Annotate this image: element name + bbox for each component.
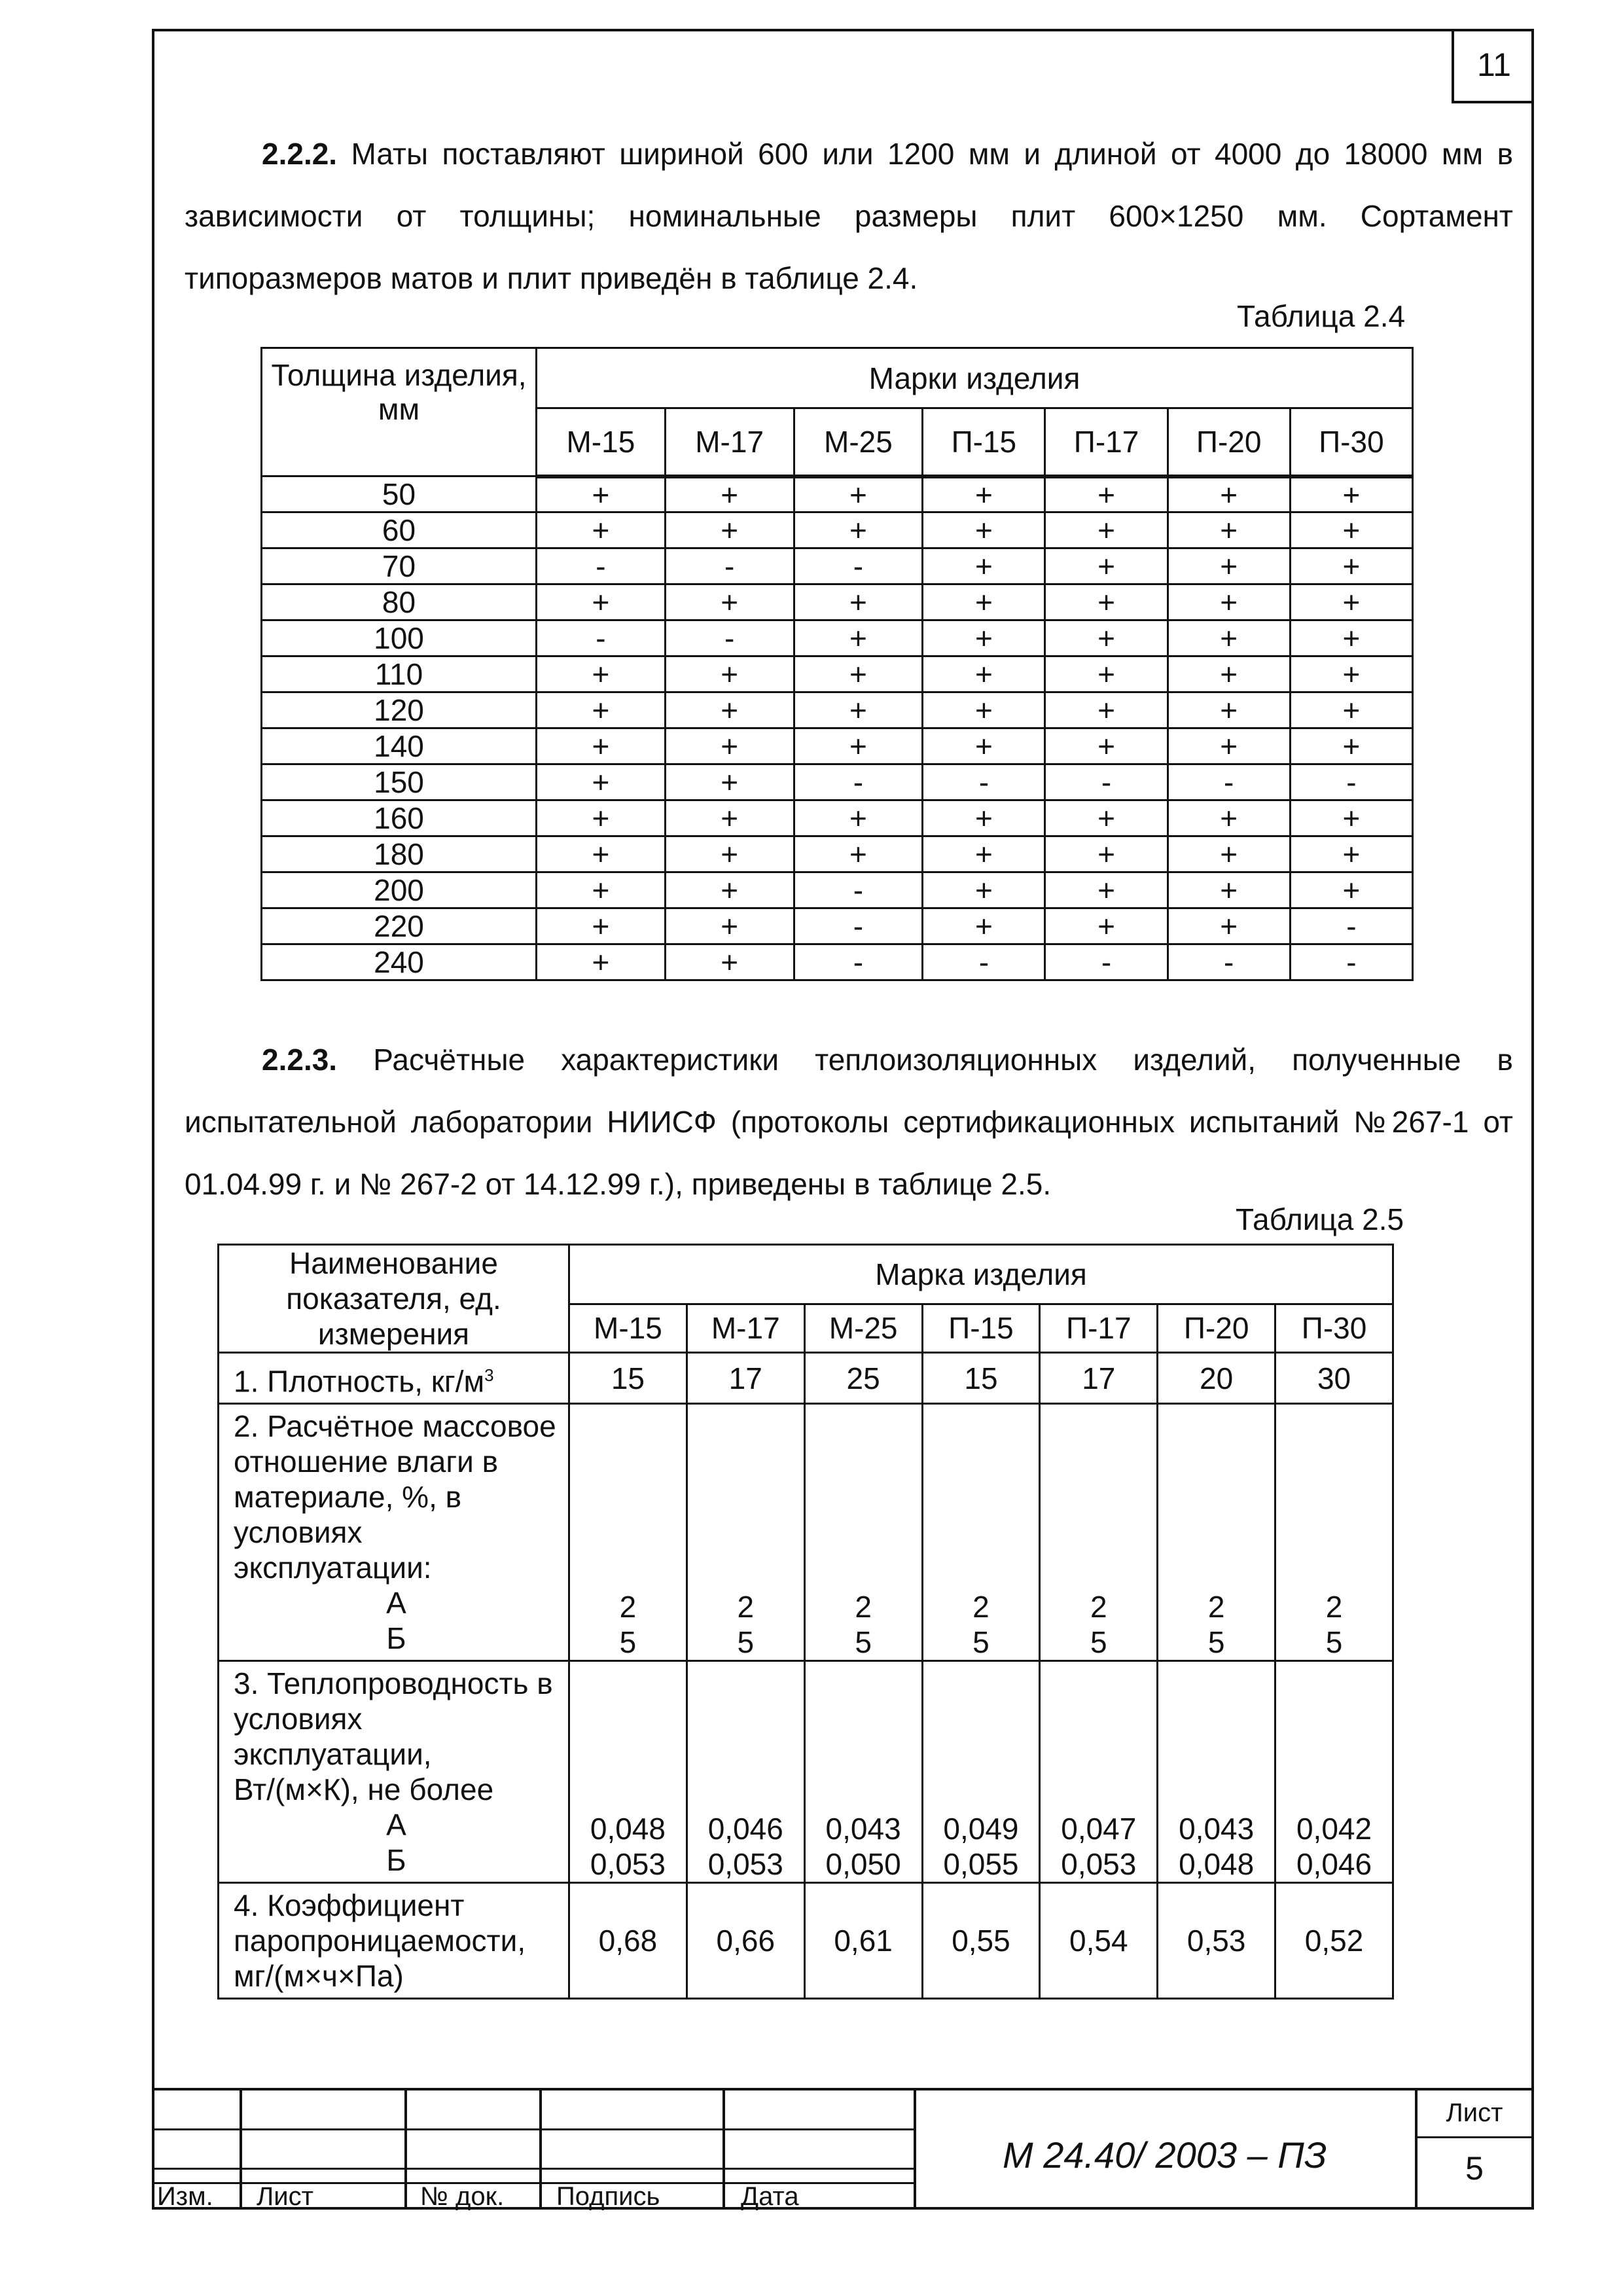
thickness-cell: 150 — [262, 764, 537, 800]
table-row — [262, 512, 1413, 548]
density-value: 17 — [687, 1353, 804, 1404]
table-row — [262, 656, 1413, 692]
thickness-cell: 180 — [262, 836, 537, 872]
table-2-4 — [260, 347, 1414, 981]
availability-cell: + — [923, 800, 1045, 836]
table-row — [262, 548, 1413, 584]
availability-cell: + — [665, 944, 794, 980]
availability-cell: + — [923, 692, 1045, 728]
availability-cell: + — [794, 800, 923, 836]
availability-cell: + — [537, 728, 666, 764]
availability-cell: + — [1168, 584, 1290, 620]
conductivity-label: 3. Теплопроводность в условиях эксплуатации, Вт/(м×К), не более А Б — [219, 1661, 569, 1883]
table-row — [262, 692, 1413, 728]
availability-cell: + — [665, 692, 794, 728]
section-number: 2.2.3. — [262, 1043, 338, 1077]
availability-cell: - — [665, 620, 794, 656]
section-text: Расчётные характеристики теплоизоляционных изделий, полученные в испытательной лаборатории НИИСФ (протоколы сертификационных испытаний №267-1 от 01.04.99 г. и № 267-2 от 14.12.99 г.), приведены в таблице 2.5. — [185, 1043, 1513, 1201]
availability-cell: + — [1045, 584, 1168, 620]
sheet-label: Лист — [1446, 2098, 1503, 2127]
column-header: П-15 — [922, 1304, 1040, 1352]
availability-cell: - — [1045, 764, 1168, 800]
permeability-value: 0,61 — [804, 1883, 922, 1999]
conductivity-value-b: 0,055 — [943, 1847, 1019, 1882]
moisture-value-b: 5 — [1325, 1625, 1343, 1660]
thickness-cell: 140 — [262, 728, 537, 764]
density-value: 15 — [569, 1353, 687, 1404]
availability-cell: + — [1290, 728, 1412, 764]
moisture-value-a: 2 — [1325, 1590, 1343, 1624]
conductivity-value-cell — [1040, 1661, 1158, 1883]
thickness-cell: 220 — [262, 908, 537, 944]
conductivity-value-b: 0,053 — [1061, 1847, 1137, 1882]
availability-cell: - — [1045, 944, 1168, 980]
availability-cell: - — [1168, 944, 1290, 980]
availability-cell: + — [923, 872, 1045, 908]
thickness-cell: 110 — [262, 656, 537, 692]
availability-cell: + — [1168, 476, 1290, 512]
availability-cell: + — [1045, 512, 1168, 548]
availability-cell: + — [537, 656, 666, 692]
availability-cell: + — [923, 728, 1045, 764]
column-header: М-15 — [537, 408, 666, 476]
availability-cell: + — [794, 728, 923, 764]
indicator-header: Наименование показателя, ед. измерения — [219, 1245, 569, 1353]
thickness-cell: 80 — [262, 584, 537, 620]
availability-cell: - — [665, 548, 794, 584]
table-row — [262, 944, 1413, 980]
permeability-value: 0,68 — [569, 1883, 687, 1999]
table-row — [262, 584, 1413, 620]
moisture-value-cell — [687, 1404, 804, 1661]
availability-cell: - — [794, 908, 923, 944]
moisture-value-a: 2 — [855, 1590, 872, 1624]
availability-cell: - — [794, 872, 923, 908]
availability-cell: + — [923, 476, 1045, 512]
availability-cell: + — [1290, 692, 1412, 728]
availability-cell: + — [1045, 800, 1168, 836]
availability-cell: + — [1290, 872, 1412, 908]
moisture-value-cell — [1040, 1404, 1158, 1661]
availability-cell: + — [665, 476, 794, 512]
conductivity-value-cell — [1275, 1661, 1393, 1883]
availability-cell: + — [537, 692, 666, 728]
moisture-value-cell — [922, 1404, 1040, 1661]
column-header: М-17 — [665, 408, 794, 476]
availability-cell: + — [794, 584, 923, 620]
table-2-4-caption: Таблица 2.4 — [1237, 299, 1406, 333]
availability-cell: + — [923, 908, 1045, 944]
conductivity-value-a: 0,043 — [1179, 1812, 1255, 1846]
availability-cell: + — [1290, 620, 1412, 656]
availability-cell: + — [923, 620, 1045, 656]
table-row — [262, 836, 1413, 872]
permeability-value: 0,55 — [922, 1883, 1040, 1999]
conductivity-value-cell — [569, 1661, 687, 1883]
availability-cell: + — [1168, 908, 1290, 944]
availability-cell: + — [1290, 512, 1412, 548]
availability-cell: + — [537, 512, 666, 548]
availability-cell: - — [1168, 764, 1290, 800]
availability-cell: + — [1168, 512, 1290, 548]
availability-cell: + — [665, 872, 794, 908]
availability-cell: - — [1290, 764, 1412, 800]
table-row — [262, 872, 1413, 908]
availability-cell: + — [923, 584, 1045, 620]
availability-cell: + — [1290, 476, 1412, 512]
table-2-5 — [217, 1244, 1394, 2000]
stamp-date: Дата — [741, 2182, 799, 2211]
availability-cell: + — [794, 656, 923, 692]
conductivity-value-a: 0,043 — [825, 1812, 901, 1846]
permeability-value: 0,53 — [1158, 1883, 1275, 1999]
availability-cell: + — [1290, 584, 1412, 620]
conductivity-value-a: 0,046 — [707, 1812, 783, 1846]
moisture-value-a: 2 — [619, 1590, 637, 1624]
paragraph-2-2-2 — [185, 123, 1513, 310]
permeability-value: 0,54 — [1040, 1883, 1158, 1999]
availability-cell: + — [794, 692, 923, 728]
conductivity-value-b: 0,053 — [707, 1847, 783, 1882]
availability-cell: + — [1290, 656, 1412, 692]
column-header: П-20 — [1158, 1304, 1275, 1352]
availability-cell: + — [537, 764, 666, 800]
sheet-number: 5 — [1465, 2150, 1484, 2187]
table-row — [262, 476, 1413, 512]
moisture-value-b: 5 — [1207, 1625, 1225, 1660]
availability-cell: + — [1045, 836, 1168, 872]
moisture-value-cell — [1158, 1404, 1275, 1661]
conductivity-value-b: 0,048 — [1179, 1847, 1255, 1882]
availability-cell: + — [537, 836, 666, 872]
moisture-value-b: 5 — [855, 1625, 872, 1660]
availability-cell: + — [537, 584, 666, 620]
availability-cell: + — [923, 512, 1045, 548]
conductivity-value-b: 0,046 — [1296, 1847, 1372, 1882]
moisture-value-b: 5 — [619, 1625, 637, 1660]
availability-cell: + — [665, 728, 794, 764]
availability-cell: + — [1045, 656, 1168, 692]
availability-cell: + — [1168, 620, 1290, 656]
table-row — [262, 728, 1413, 764]
availability-cell: + — [1168, 836, 1290, 872]
permeability-label: 4. Коэффициент паропроницаемости, мг/(м×ч×Па) — [219, 1883, 569, 1999]
availability-cell: + — [1045, 872, 1168, 908]
availability-cell: + — [1290, 836, 1412, 872]
availability-cell: - — [794, 548, 923, 584]
moisture-value-cell — [1275, 1404, 1393, 1661]
availability-cell: - — [794, 764, 923, 800]
brand-group-header: Марки изделия — [537, 348, 1413, 408]
availability-cell: + — [794, 620, 923, 656]
availability-cell: - — [923, 764, 1045, 800]
table-row — [262, 620, 1413, 656]
availability-cell: + — [537, 872, 666, 908]
density-value: 20 — [1158, 1353, 1275, 1404]
page-number: 11 — [1452, 29, 1534, 103]
availability-cell: + — [1045, 692, 1168, 728]
column-header: П-20 — [1168, 408, 1290, 476]
availability-cell: - — [1290, 908, 1412, 944]
conductivity-value-cell — [922, 1661, 1040, 1883]
conductivity-value-b: 0,050 — [825, 1847, 901, 1882]
thickness-cell: 160 — [262, 800, 537, 836]
density-value: 30 — [1275, 1353, 1393, 1404]
availability-cell: - — [923, 944, 1045, 980]
column-header: П-15 — [923, 408, 1045, 476]
moisture-value-b: 5 — [737, 1625, 755, 1660]
conductivity-value-a: 0,047 — [1061, 1812, 1137, 1846]
moisture-value-cell — [569, 1404, 687, 1661]
moisture-value-a: 2 — [737, 1590, 755, 1624]
availability-cell: + — [1168, 656, 1290, 692]
conductivity-value-b: 0,053 — [590, 1847, 666, 1882]
column-header: М-15 — [569, 1304, 687, 1352]
density-value: 15 — [922, 1353, 1040, 1404]
brand-group-header: Марка изделия — [569, 1245, 1393, 1304]
column-header: М-25 — [794, 408, 923, 476]
stamp-izm: Изм. — [157, 2182, 213, 2211]
availability-cell: + — [923, 836, 1045, 872]
conductivity-value-a: 0,049 — [943, 1812, 1019, 1846]
stamp-doc-no: № док. — [420, 2182, 505, 2211]
availability-cell: + — [537, 476, 666, 512]
availability-cell: + — [1045, 908, 1168, 944]
column-header: М-25 — [804, 1304, 922, 1352]
availability-cell: + — [665, 764, 794, 800]
availability-cell: + — [1045, 620, 1168, 656]
availability-cell: + — [665, 836, 794, 872]
table-2-5-caption: Таблица 2.5 — [1236, 1202, 1404, 1236]
conductivity-value-cell — [687, 1661, 804, 1883]
moisture-value-a: 2 — [1090, 1590, 1107, 1624]
thickness-cell: 50 — [262, 476, 537, 512]
availability-cell: + — [923, 656, 1045, 692]
column-header: П-30 — [1275, 1304, 1393, 1352]
thickness-cell: 60 — [262, 512, 537, 548]
availability-cell: + — [665, 512, 794, 548]
availability-cell: + — [665, 584, 794, 620]
thickness-cell: 70 — [262, 548, 537, 584]
availability-cell: + — [794, 512, 923, 548]
availability-cell: - — [794, 944, 923, 980]
column-header: П-17 — [1040, 1304, 1158, 1352]
table-row — [262, 800, 1413, 836]
availability-cell: + — [665, 800, 794, 836]
permeability-value: 0,52 — [1275, 1883, 1393, 1999]
column-header: П-30 — [1290, 408, 1412, 476]
availability-cell: + — [1290, 800, 1412, 836]
thickness-header: Толщина изделия, мм — [262, 348, 537, 476]
moisture-label: 2. Расчётное массовое отношение влаги в материале, %, в условиях эксплуатации: А Б — [219, 1404, 569, 1661]
conductivity-value-cell — [804, 1661, 922, 1883]
availability-cell: + — [537, 800, 666, 836]
availability-cell: + — [923, 548, 1045, 584]
column-header: П-17 — [1045, 408, 1168, 476]
paragraph-2-2-3 — [185, 1029, 1513, 1215]
availability-cell: + — [1168, 692, 1290, 728]
section-number: 2.2.2. — [262, 137, 338, 171]
availability-cell: + — [1168, 872, 1290, 908]
availability-cell: + — [665, 908, 794, 944]
moisture-value-b: 5 — [972, 1625, 990, 1660]
availability-cell: + — [1045, 548, 1168, 584]
density-value: 17 — [1040, 1353, 1158, 1404]
moisture-value-a: 2 — [972, 1590, 990, 1624]
permeability-value: 0,66 — [687, 1883, 804, 1999]
moisture-value-cell — [804, 1404, 922, 1661]
thickness-cell: 100 — [262, 620, 537, 656]
availability-cell: + — [794, 836, 923, 872]
availability-cell: + — [1168, 728, 1290, 764]
availability-cell: + — [794, 476, 923, 512]
thickness-cell: 240 — [262, 944, 537, 980]
stamp-list: Лист — [257, 2182, 313, 2211]
section-text: Маты поставляют шириной 600 или 1200 мм и длиной от 4000 до 18000 мм в зависимости от толщины; номинальные размеры плит 600×1250 мм. Сортамент типоразмеров матов и плит приведён в таблице 2.4. — [185, 137, 1514, 295]
availability-cell: + — [1168, 548, 1290, 584]
availability-cell: + — [1045, 728, 1168, 764]
availability-cell: + — [537, 944, 666, 980]
thickness-cell: 120 — [262, 692, 537, 728]
availability-cell: + — [1045, 476, 1168, 512]
moisture-value-b: 5 — [1090, 1625, 1107, 1660]
table-row — [262, 764, 1413, 800]
density-value: 25 — [804, 1353, 922, 1404]
table-row — [262, 908, 1413, 944]
document-id: М 24.40/ 2003 – ПЗ — [1003, 2134, 1327, 2176]
density-label: 1. Плотность, $кг/м^3$ — [219, 1353, 569, 1404]
column-header: М-17 — [687, 1304, 804, 1352]
availability-cell: + — [1290, 548, 1412, 584]
availability-cell: - — [1290, 944, 1412, 980]
availability-cell: + — [1168, 800, 1290, 836]
availability-cell: + — [665, 656, 794, 692]
conductivity-value-a: 0,048 — [590, 1812, 666, 1846]
conductivity-value-a: 0,042 — [1296, 1812, 1372, 1846]
conductivity-value-cell — [1158, 1661, 1275, 1883]
title-block — [152, 2088, 1534, 2210]
availability-cell: + — [537, 908, 666, 944]
moisture-value-a: 2 — [1207, 1590, 1225, 1624]
availability-cell: - — [537, 548, 666, 584]
stamp-signature: Подпись — [556, 2182, 660, 2211]
availability-cell: - — [537, 620, 666, 656]
thickness-cell: 200 — [262, 872, 537, 908]
